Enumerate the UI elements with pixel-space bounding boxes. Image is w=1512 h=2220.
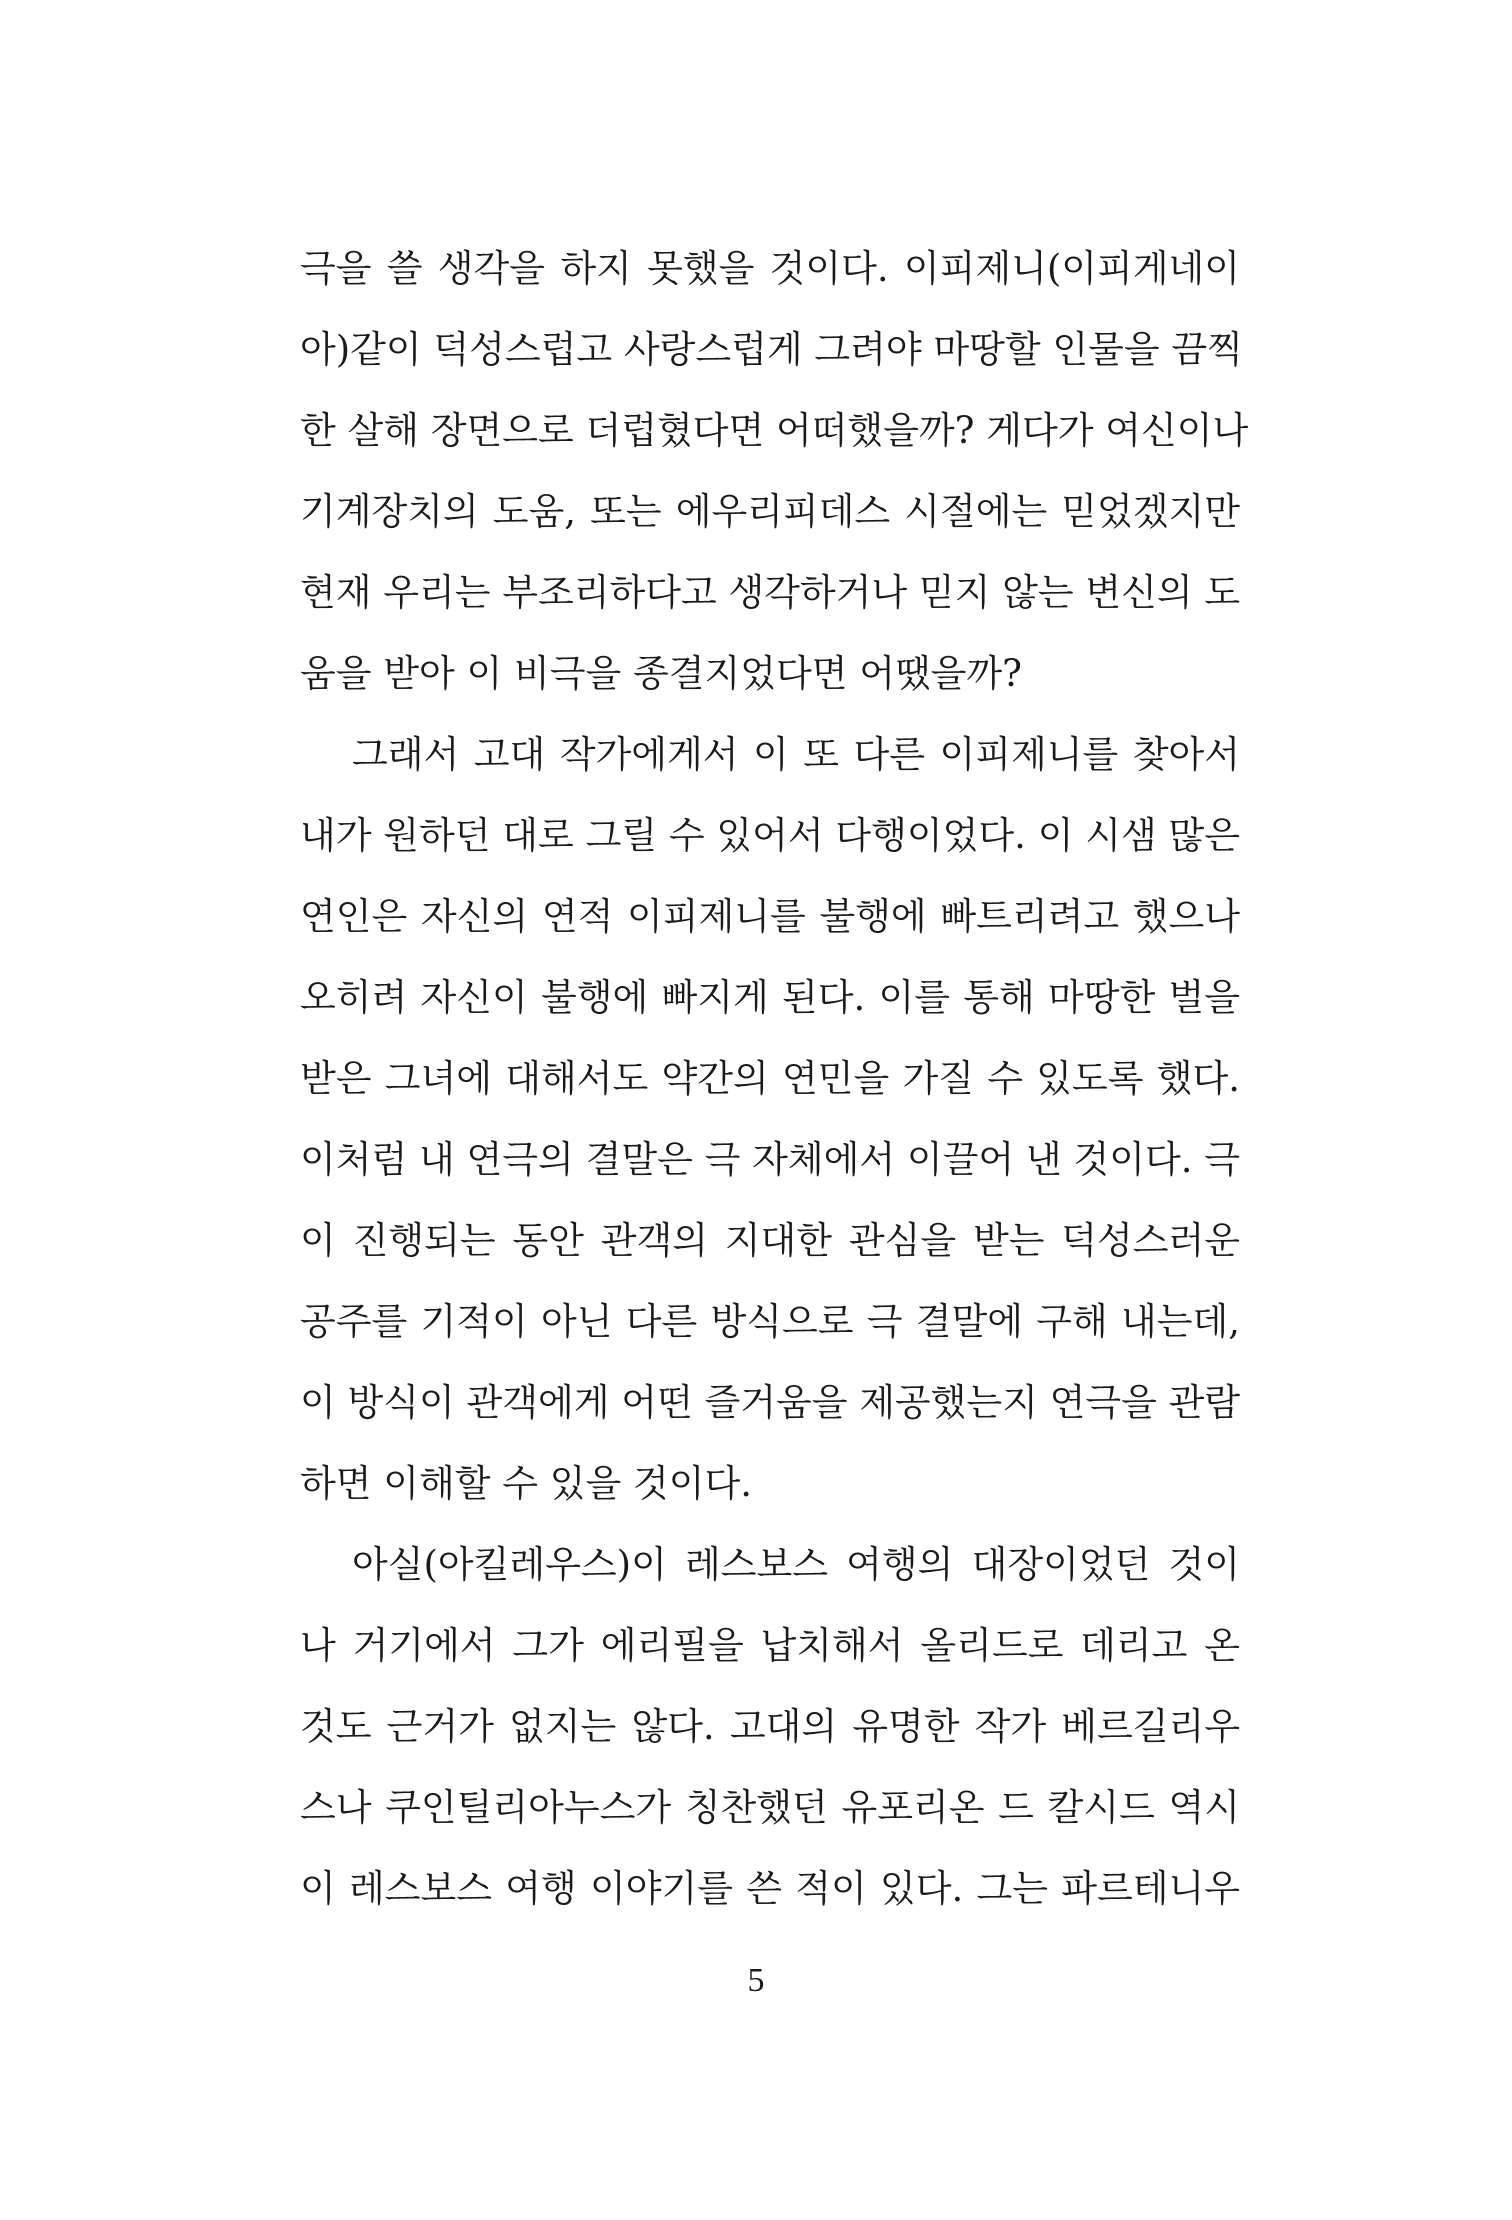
text-line: 한 살해 장면으로 더럽혔다면 어떠했을까? 게다가 여신이나 xyxy=(300,409,1249,452)
text-line: 하면 이해할 수 있을 것이다. xyxy=(300,1462,752,1505)
text-line: 나 거기에서 그가 에리필을 납치해서 올리드로 데리고 온 xyxy=(300,1624,1240,1667)
text-line: 받은 그녀에 대해서도 약간의 연민을 가질 수 있도록 했다. xyxy=(300,1057,1240,1100)
text-line: 스나 쿠인틸리아누스가 칭찬했던 유포리온 드 칼시드 역시 xyxy=(300,1786,1240,1829)
text-line: 이 방식이 관객에게 어떤 즐거움을 제공했는지 연극을 관람 xyxy=(300,1381,1241,1424)
text-line: 내가 원하던 대로 그릴 수 있어서 다행이었다. 이 시샘 많은 xyxy=(300,814,1240,857)
text-line: 극을 쓸 생각을 하지 못했을 것이다. 이피제니(이피게네이 xyxy=(300,247,1240,290)
paragraph-first-line: 그래서 고대 작가에게서 이 또 다른 이피제니를 찾아서 xyxy=(352,733,1240,776)
text-line: 연인은 자신의 연적 이피제니를 불행에 빠트리려고 했으나 xyxy=(300,895,1240,938)
text-line: 공주를 기적이 아닌 다른 방식으로 극 결말에 구해 내는데, xyxy=(300,1300,1240,1343)
text-line: 움을 받아 이 비극을 종결지었다면 어땠을까? xyxy=(300,652,1022,695)
text-line: 현재 우리는 부조리하다고 생각하거나 믿지 않는 변신의 도 xyxy=(300,571,1241,614)
text-line: 이처럼 내 연극의 결말은 극 자체에서 이끌어 낸 것이다. 극 xyxy=(300,1138,1240,1181)
paragraph-first-line: 아실(아킬레우스)이 레스보스 여행의 대장이었던 것이 xyxy=(352,1543,1240,1586)
text-line: 아)같이 덕성스럽고 사랑스럽게 그려야 마땅할 인물을 끔찍 xyxy=(300,328,1243,371)
text-line: 이 진행되는 동안 관객의 지대한 관심을 받는 덕성스러운 xyxy=(300,1219,1240,1262)
text-line: 것도 근거가 없지는 않다. 고대의 유명한 작가 베르길리우 xyxy=(300,1705,1240,1748)
body-text xyxy=(300,228,1249,1929)
text-line: 기계장치의 도움, 또는 에우리피데스 시절에는 믿었겠지만 xyxy=(300,490,1240,533)
text-line: 이 레스보스 여행 이야기를 쓴 적이 있다. 그는 파르테니우 xyxy=(300,1867,1240,1910)
text-line: 오히려 자신이 불행에 빠지게 된다. 이를 통해 마땅한 벌을 xyxy=(300,976,1240,1019)
page-number: 5 xyxy=(747,1962,765,1999)
